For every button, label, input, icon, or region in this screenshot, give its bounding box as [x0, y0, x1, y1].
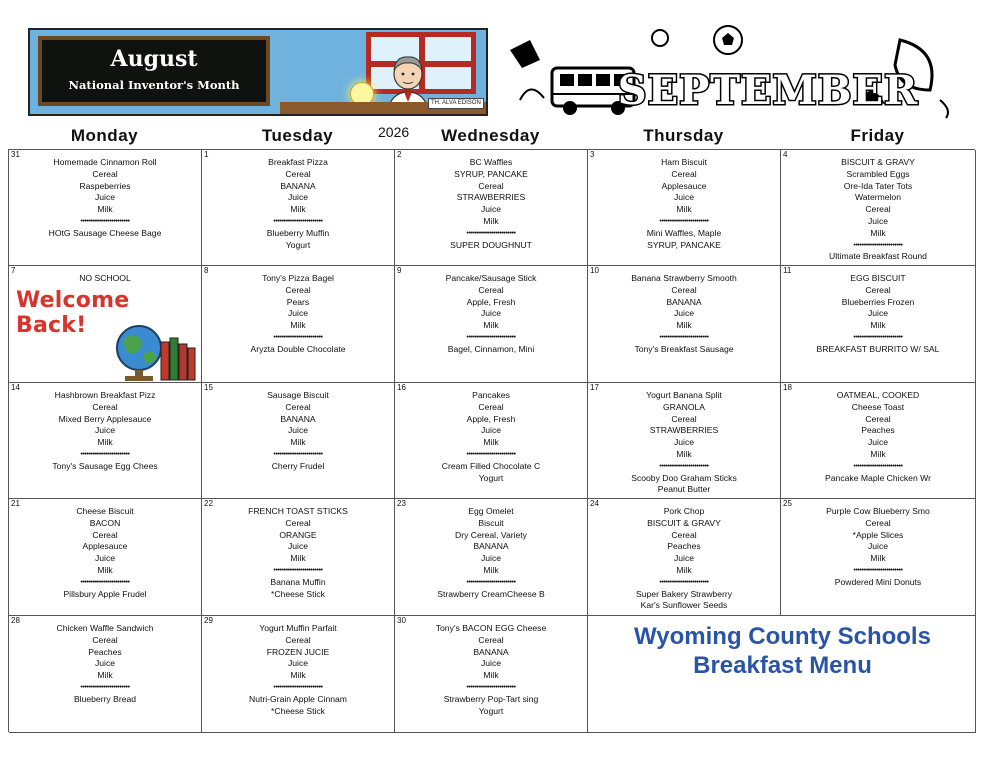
menu-item: Strawberry CreamCheese B — [437, 588, 545, 599]
menu-items — [202, 390, 394, 473]
menu-item: Tony's Sausage Egg Chees — [52, 460, 158, 471]
menu-separator: •••••••••••••••••••••••• — [659, 333, 709, 341]
menu-separator: •••••••••••••••••••••••• — [466, 229, 516, 237]
day-cell — [588, 499, 781, 616]
menu-separator: •••••••••••••••••••••••• — [853, 241, 903, 249]
menu-item: Blueberries Frozen — [841, 296, 915, 307]
menu-item: FROZEN JUCIE — [266, 646, 330, 657]
menu-items — [588, 157, 780, 251]
menu-item: Mixed Berry Applesauce — [58, 413, 152, 424]
day-cell — [781, 499, 976, 616]
menu-item: Milk — [97, 437, 113, 448]
menu-item: Applesauce — [661, 180, 707, 191]
menu-item: Chicken Waffle Sandwich — [56, 623, 154, 633]
menu-item: Egg Omelet — [468, 506, 514, 516]
menu-item: Cereal — [671, 529, 697, 540]
menu-item: Juice — [867, 541, 889, 552]
day-number: 7 — [11, 266, 16, 275]
menu-item: Milk — [290, 553, 306, 564]
menu-items — [588, 506, 780, 612]
menu-item: Powdered Mini Donuts — [834, 576, 922, 587]
menu-items — [781, 506, 975, 589]
menu-item: Juice — [480, 308, 502, 319]
menu-separator: •••••••••••••••••••••••• — [80, 217, 130, 225]
menu-item: Applesauce — [82, 541, 128, 552]
menu-item: Cherry Frudel — [271, 460, 325, 471]
menu-item: BISCUIT & GRAVY — [841, 157, 915, 167]
menu-item: Pork Chop — [663, 506, 705, 516]
menu-item: Peanut Butter — [657, 484, 711, 495]
menu-item: Cereal — [478, 401, 504, 412]
menu-item: Blueberry Bread — [73, 693, 137, 704]
menu-item: Cereal — [92, 634, 118, 645]
menu-item: STRAWBERRIES — [456, 192, 526, 203]
menu-item: Yogurt Muffin Parfait — [259, 623, 337, 633]
day-number: 23 — [397, 499, 406, 508]
menu-item: Milk — [97, 670, 113, 681]
menu-item: Tony's Breakfast Sausage — [634, 343, 734, 354]
menu-item: Pillsbury Apple Frudel — [63, 588, 147, 599]
day-cell — [395, 266, 588, 383]
menu-item: Cereal — [478, 284, 504, 295]
day-number: 9 — [397, 266, 402, 275]
menu-item: BISCUIT & GRAVY — [647, 517, 721, 528]
menu-item: Milk — [676, 320, 692, 331]
day-cell — [588, 266, 781, 383]
menu-item: Milk — [290, 204, 306, 215]
soccer-ball-icon — [714, 26, 742, 54]
welcome-back-text: Welcome Back! — [16, 288, 130, 338]
day-number: 21 — [11, 499, 20, 508]
day-number: 8 — [204, 266, 209, 275]
menu-item: Milk — [870, 553, 886, 564]
menu-item: Bagel, Cinnamon, Mini — [447, 343, 535, 354]
menu-items — [202, 157, 394, 251]
menu-item: Ore-Ida Tater Tots — [843, 180, 913, 191]
menu-item: SYRUP, PANCAKE — [454, 168, 528, 179]
menu-items — [9, 390, 201, 473]
menu-item: Breakfast Pizza — [268, 157, 328, 167]
menu-item: Juice — [94, 192, 116, 203]
menu-item: Cheese Biscuit — [76, 506, 134, 516]
menu-item: Strawberry Pop-Tart sing — [443, 693, 539, 704]
day-cell — [781, 150, 976, 266]
menu-item: Cereal — [671, 413, 697, 424]
menu-item: Milk — [290, 670, 306, 681]
menu-item: Milk — [676, 204, 692, 215]
menu-title — [590, 622, 975, 680]
day-cell — [781, 266, 976, 383]
menu-item: Juice — [867, 215, 889, 226]
day-number: 1 — [204, 150, 209, 159]
menu-item: Juice — [287, 192, 309, 203]
menu-item: Cereal — [92, 529, 118, 540]
menu-item: Juice — [480, 204, 502, 215]
menu-separator: •••••••••••••••••••••••• — [80, 578, 130, 586]
august-title: August — [110, 46, 198, 72]
menu-item: Apple, Fresh — [466, 413, 516, 424]
day-number: 3 — [590, 150, 595, 159]
menu-item: Sausage Biscuit — [267, 390, 329, 400]
menu-separator: •••••••••••••••••••••••• — [273, 683, 323, 691]
menu-item: Kar's Sunflower Seeds — [640, 600, 728, 611]
day-cell — [202, 499, 395, 616]
menu-item: Cereal — [671, 284, 697, 295]
menu-item: Milk — [290, 437, 306, 448]
menu-items — [781, 390, 975, 484]
menu-item: Juice — [673, 553, 695, 564]
menu-item: Cereal — [92, 168, 118, 179]
menu-item: Juice — [94, 658, 116, 669]
menu-item: Ultimate Breakfast Round — [829, 251, 927, 262]
menu-item: Cereal — [285, 284, 311, 295]
chalkboard — [38, 36, 270, 106]
menu-item: Banana Strawberry Smooth — [631, 273, 737, 283]
day-cell — [9, 499, 202, 616]
menu-item: Hashbrown Breakfast Pizz — [54, 390, 156, 400]
menu-item: Milk — [483, 320, 499, 331]
menu-item: Peaches — [667, 541, 701, 552]
year-label: 2026 — [378, 124, 410, 140]
day-heading-thursday: Thursday — [643, 126, 724, 145]
day-cell — [395, 616, 588, 733]
menu-item: BACON — [89, 517, 121, 528]
menu-separator: •••••••••••••••••••••••• — [659, 578, 709, 586]
menu-item: Cereal — [865, 204, 891, 215]
menu-item: Cream Filled Chocolate C — [441, 460, 541, 471]
menu-item: Milk — [870, 448, 886, 459]
menu-separator: •••••••••••••••••••••••• — [853, 462, 903, 470]
menu-item: SUPER DOUGHNUT — [450, 239, 532, 250]
day-heading-wednesday: Wednesday — [441, 126, 540, 145]
menu-item: Yogurt — [478, 472, 504, 483]
menu-item: Yogurt — [285, 239, 311, 250]
menu-item: Juice — [867, 437, 889, 448]
menu-item: Milk — [483, 670, 499, 681]
menu-items — [9, 506, 201, 600]
menu-item: Pancake Maple Chicken Wr — [825, 472, 931, 483]
menu-item: SYRUP, PANCAKE — [647, 239, 721, 250]
menu-item: BANANA — [666, 296, 702, 307]
menu-item: Nutri-Grain Apple Cinnam — [249, 693, 347, 704]
menu-separator: •••••••••••••••••••••••• — [80, 683, 130, 691]
day-cell — [202, 616, 395, 733]
menu-item: ORANGE — [279, 529, 317, 540]
menu-item: Milk — [483, 215, 499, 226]
desk-nameplate: TH. ALVA EDISON — [428, 98, 484, 109]
menu-item: Cereal — [285, 401, 311, 412]
day-cell — [202, 266, 395, 383]
menu-item: BC Waffles — [469, 157, 513, 167]
menu-item: Juice — [480, 553, 502, 564]
menu-item: Ham Biscuit — [661, 157, 707, 167]
menu-items — [781, 157, 975, 263]
menu-separator: •••••••••••••••••••••••• — [273, 450, 323, 458]
menu-item: Cereal — [478, 180, 504, 191]
day-cell — [9, 150, 202, 266]
menu-item: Milk — [483, 564, 499, 575]
august-subtitle: National Inventor's Month — [68, 78, 240, 92]
day-cell — [9, 266, 202, 383]
september-banner — [500, 20, 958, 122]
menu-item: OATMEAL, COOKED — [836, 390, 920, 400]
day-cell — [588, 383, 781, 499]
menu-item: BANANA — [473, 646, 509, 657]
menu-item: *Cheese Stick — [271, 588, 325, 599]
menu-item: Juice — [287, 308, 309, 319]
menu-item: Milk — [870, 320, 886, 331]
menu-item: *Cheese Stick — [271, 705, 325, 716]
menu-item: Juice — [287, 541, 309, 552]
menu-items — [9, 157, 201, 240]
menu-items — [395, 506, 587, 600]
menu-item: EGG BISCUIT — [850, 273, 906, 283]
menu-items — [588, 390, 780, 496]
menu-item: Juice — [673, 437, 695, 448]
menu-item: Peaches — [88, 646, 122, 657]
menu-item: Tony's BACON EGG Cheese — [435, 623, 547, 633]
menu-item: Milk — [483, 437, 499, 448]
menu-separator: •••••••••••••••••••••••• — [853, 566, 903, 574]
menu-separator: •••••••••••••••••••••••• — [853, 333, 903, 341]
menu-item: Milk — [97, 204, 113, 215]
day-number: 14 — [11, 383, 20, 392]
menu-separator: •••••••••••••••••••••••• — [273, 333, 323, 341]
day-number: 15 — [204, 383, 213, 392]
menu-item: HOtG Sausage Cheese Bage — [48, 227, 162, 238]
menu-separator: •••••••••••••••••••••••• — [466, 333, 516, 341]
menu-item: BANANA — [280, 180, 316, 191]
menu-items — [9, 273, 201, 285]
menu-items — [395, 390, 587, 484]
menu-item: Milk — [676, 564, 692, 575]
menu-item: Pancakes — [472, 390, 510, 400]
menu-item: Biscuit — [478, 517, 504, 528]
menu-item: Watermelon — [854, 192, 901, 203]
menu-items — [9, 623, 201, 706]
august-banner — [28, 28, 488, 116]
menu-items — [781, 273, 975, 356]
globe-books-icon — [109, 318, 197, 384]
menu-title-line1: Wyoming County Schools — [634, 623, 931, 650]
menu-item: Juice — [480, 658, 502, 669]
day-cell — [395, 499, 588, 616]
menu-title-line2: Breakfast Menu — [693, 652, 872, 679]
menu-item: Cereal — [92, 401, 118, 412]
day-number: 16 — [397, 383, 406, 392]
menu-item: Cereal — [285, 634, 311, 645]
menu-item: NO SCHOOL — [79, 273, 131, 283]
day-heading-tuesday: Tuesday — [261, 126, 334, 145]
day-cell — [9, 383, 202, 499]
day-number: 4 — [783, 150, 788, 159]
menu-items — [395, 157, 587, 251]
menu-item: Scrambled Eggs — [846, 168, 910, 179]
menu-item: BANANA — [473, 541, 509, 552]
menu-separator: •••••••••••••••••••••••• — [659, 462, 709, 470]
menu-items — [588, 273, 780, 356]
menu-item: Cereal — [865, 517, 891, 528]
menu-separator: •••••••••••••••••••••••• — [273, 217, 323, 225]
day-cell — [395, 383, 588, 499]
menu-item: Blueberry Muffin — [266, 227, 330, 238]
day-number: 24 — [590, 499, 599, 508]
menu-item: Cereal — [865, 284, 891, 295]
menu-item: Purple Cow Blueberry Smo — [826, 506, 930, 516]
menu-separator: •••••••••••••••••••••••• — [466, 450, 516, 458]
day-heading-friday: Friday — [850, 126, 905, 145]
september-title: SEPTEMBER — [617, 67, 919, 114]
menu-separator: •••••••••••••••••••••••• — [466, 578, 516, 586]
menu-item: Banana Muffin — [270, 576, 326, 587]
menu-separator: •••••••••••••••••••••••• — [273, 566, 323, 574]
menu-item: Aryzta Double Chocolate — [250, 343, 346, 354]
menu-item: Tony's Pizza Bagel — [262, 273, 334, 283]
menu-item: Milk — [290, 320, 306, 331]
day-number: 25 — [783, 499, 792, 508]
day-cell — [202, 150, 395, 266]
day-number: 28 — [11, 616, 20, 625]
menu-item: BANANA — [280, 413, 316, 424]
day-cell — [781, 383, 976, 499]
menu-item: Juice — [287, 425, 309, 436]
menu-item: Juice — [94, 553, 116, 564]
menu-item: Cereal — [671, 168, 697, 179]
day-number: 11 — [783, 266, 792, 275]
menu-item: BREAKFAST BURRITO W/ SAL — [816, 343, 940, 354]
menu-separator: •••••••••••••••••••••••• — [80, 450, 130, 458]
menu-item: Milk — [676, 448, 692, 459]
day-number: 18 — [783, 383, 792, 392]
menu-item: Cereal — [865, 413, 891, 424]
day-number: 30 — [397, 616, 406, 625]
day-number: 10 — [590, 266, 599, 275]
day-cell — [202, 383, 395, 499]
menu-item: Milk — [870, 227, 886, 238]
day-number: 17 — [590, 383, 599, 392]
menu-item: Cereal — [285, 168, 311, 179]
menu-item: Dry Cereal, Variety — [455, 529, 527, 540]
menu-item: Juice — [673, 308, 695, 319]
menu-item: STRAWBERRIES — [649, 425, 719, 436]
day-number: 29 — [204, 616, 213, 625]
menu-items — [202, 506, 394, 600]
menu-items — [202, 273, 394, 356]
day-number: 31 — [11, 150, 20, 159]
menu-item: FRENCH TOAST STICKS — [248, 506, 348, 516]
day-heading-monday: Monday — [70, 126, 139, 145]
menu-item: Juice — [673, 192, 695, 203]
menu-separator: •••••••••••••••••••••••• — [659, 217, 709, 225]
day-cell — [588, 150, 781, 266]
menu-separator: •••••••••••••••••••••••• — [466, 683, 516, 691]
menu-item: GRANOLA — [662, 401, 706, 412]
menu-items — [395, 623, 587, 717]
menu-item: Raspeberries — [79, 180, 131, 191]
day-cell — [9, 616, 202, 733]
menu-item: Milk — [97, 564, 113, 575]
menu-item: Mini Waffles, Maple — [646, 227, 722, 238]
menu-item: Juice — [480, 425, 502, 436]
menu-item: Cereal — [478, 634, 504, 645]
menu-item: Juice — [867, 308, 889, 319]
day-cell — [395, 150, 588, 266]
menu-item: Super Bakery Strawberry — [636, 588, 732, 599]
menu-items — [202, 623, 394, 717]
menu-item: Yogurt Banana Split — [646, 390, 722, 400]
day-number: 22 — [204, 499, 213, 508]
day-number: 2 — [397, 150, 402, 159]
menu-item: Juice — [287, 658, 309, 669]
menu-item: Cheese Toast — [851, 401, 905, 412]
menu-item: Peaches — [861, 425, 895, 436]
menu-item: Homemade Cinnamon Roll — [53, 157, 157, 167]
menu-item: Yogurt — [478, 705, 504, 716]
menu-item: *Apple Slices — [852, 529, 904, 540]
menu-item: Cereal — [285, 517, 311, 528]
menu-item: Juice — [94, 425, 116, 436]
menu-items — [395, 273, 587, 356]
ball-icon — [652, 30, 668, 46]
menu-item: Apple, Fresh — [466, 296, 516, 307]
menu-item: Pears — [286, 296, 310, 307]
menu-item: Scooby Doo Graham Sticks — [631, 472, 737, 483]
menu-item: Pancake/Sausage Stick — [445, 273, 537, 283]
